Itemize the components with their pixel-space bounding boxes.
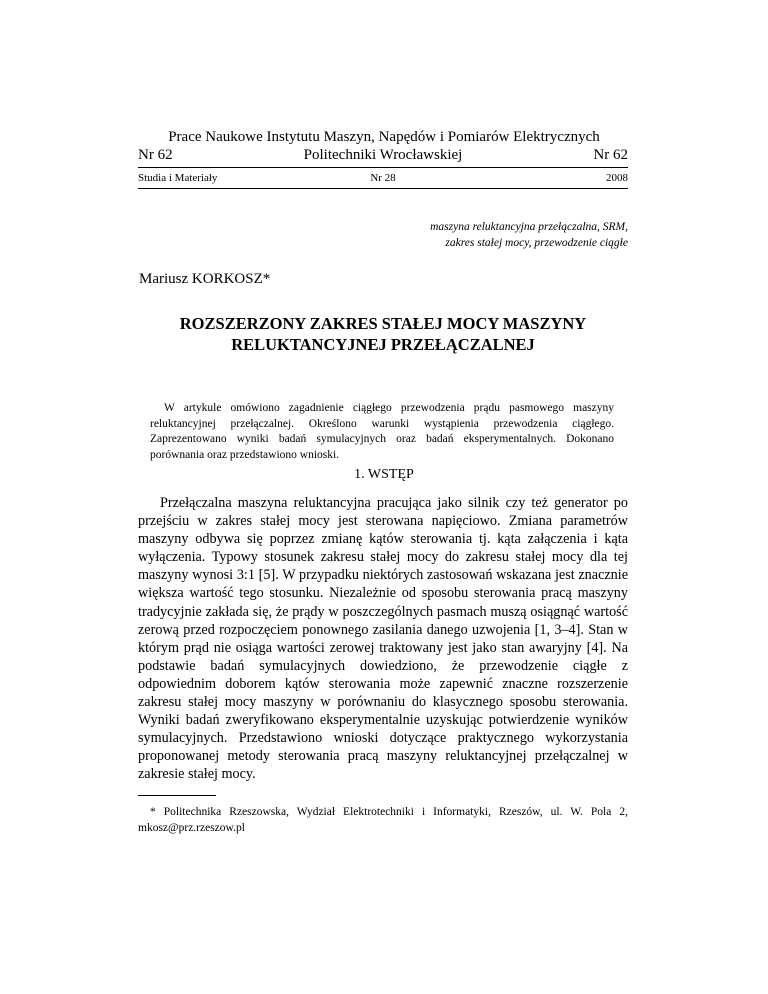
abstract: W artykule omówiono zagadnienie ciągłego przewodzenia prądu pasmowego maszyny reluktancyjnej przełączalnej. Określono warunki wystąpienia przewodzenia ciągłego. Zaprezentowano wyniki badań symulacyjnych oraz badań eksperymentalnych. Dokonano porównania oraz przedstawiono wnioski.: [150, 402, 614, 461]
journal-title-line1: Prace Naukowe Instytutu Maszyn, Napędów i Pomiarów Elektrycznych: [168, 129, 600, 145]
journal-title-line2: Politechniki Wrocławskiej: [303, 147, 463, 163]
issue-number: Nr 28: [370, 172, 396, 184]
keywords-line2: zakres stałej mocy, przewodzenie ciągłe: [445, 237, 628, 249]
journal-header-row: [138, 147, 628, 167]
series-name: Studia i Materiały: [138, 172, 218, 184]
paper-title: [138, 313, 628, 355]
section-body: Przełączalna maszyna reluktancyjna pracująca jako silnik czy też generator po przejściu w zakres stałej mocy jest sterowana napięciowo. Zmiana parametrów maszyny odbywa się poprzez zmianę kątów sterowania tj. kąta załączenia i kąta wyłączenia. Typowy stosunek zakresu stałej mocy do zakresu stałej mocy dla tej maszyny wynosi 3:1 [5]. W przypadku niektórych zastosowań wskazana jest znacznie większa wartość tego stosunku. Niezależnie od sposobu sterowania pracą maszyny tradycyjnie zakłada się, że prądy w poszczególnych pasmach muszą osiągnąć wartość zerową przed rozpoczęciem ponownego zasilania danego uzwojenia [1, 3–4]. Stan w którym prąd nie osiąga wartości zerowej traktowany jest jako stan awaryjny [4]. Na podstawie badań symulacyjnych dowiedziono, że przewodzenie ciągłe z odpowiednim doborem kątów sterowania może zapewnić znaczne rozszerzenie zakresu stałej mocy maszyny w porównaniu do klasycznego sposobu sterowania. Wyniki badań zweryfikowano eksperymentalnie uzyskując potwierdzenie wyników symulacyjnych. Przedstawiono wnioski dotyczące praktycznego wykorzystania proponowanej metody sterowania pracą maszyny reluktancyjnej przełączalnej w zakresie stałej mocy.: [138, 495, 628, 783]
author-name: Mariusz KORKOSZ*: [139, 271, 271, 287]
series-row: [138, 172, 628, 186]
volume-number-right: Nr 62: [593, 147, 628, 163]
volume-number-left: Nr 62: [138, 147, 173, 163]
paper-title-line2: RELUKTANCYJNEJ PRZEŁĄCZALNEJ: [231, 335, 535, 354]
header-rule-bottom: [138, 188, 628, 189]
keywords-line1: maszyna reluktancyjna przełączalna, SRM,: [430, 221, 628, 233]
header-rule-top: [138, 167, 628, 168]
footnote: * Politechnika Rzeszowska, Wydział Elektrotechniki i Informatyki, Rzeszów, ul. W. Pola 2, mkosz@prz.rzeszow.pl: [138, 806, 628, 834]
keywords: [338, 219, 628, 251]
section-heading: 1. WSTĘP: [354, 467, 414, 482]
footnote-rule: [138, 795, 216, 796]
paper-title-line1: ROZSZERZONY ZAKRES STAŁEJ MOCY MASZYNY: [179, 314, 587, 333]
publication-year: 2008: [606, 172, 628, 184]
